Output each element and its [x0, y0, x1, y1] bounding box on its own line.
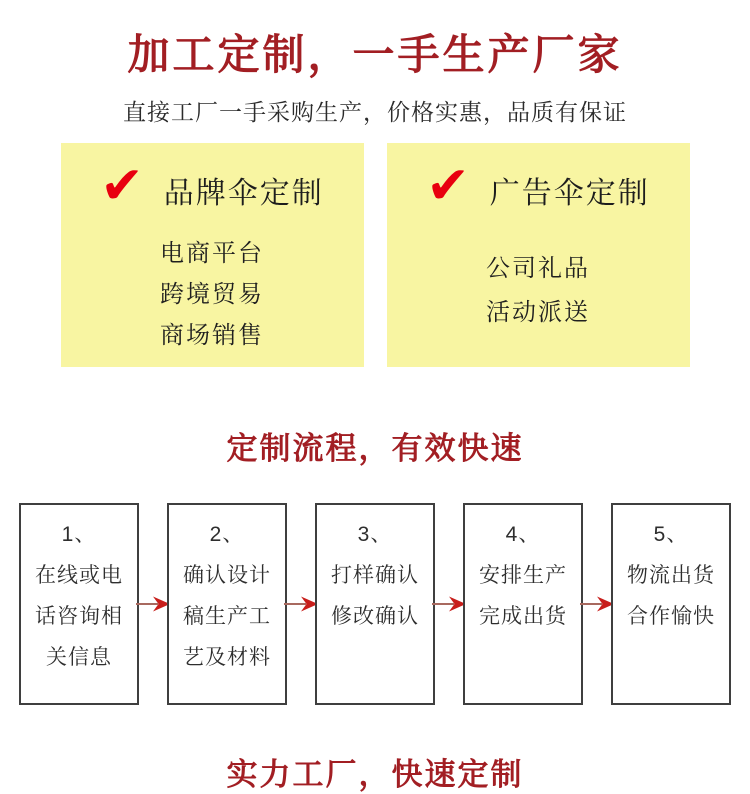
check-icon: ✔: [426, 157, 470, 215]
step-text: 合作愉快: [627, 605, 715, 628]
feature-item: 商场销售: [160, 322, 264, 349]
process-step-4: [463, 503, 583, 705]
feature-item: 活动派送: [486, 299, 590, 326]
feature-item: 跨境贸易: [160, 281, 264, 308]
right-arrow-icon: [139, 593, 167, 615]
step-text: 完成出货: [479, 605, 567, 628]
process-step-3: [315, 503, 435, 705]
step-text: 打样确认: [331, 564, 419, 587]
step-number: 3、: [357, 523, 393, 546]
check-icon: ✔: [100, 157, 144, 215]
feature-box-items: [387, 247, 690, 335]
step-number: 1、: [61, 523, 97, 546]
feature-boxes-row: [0, 143, 750, 367]
right-arrow-icon: [435, 593, 463, 615]
feature-item: 公司礼品: [486, 255, 590, 282]
feature-box-ad-umbrella: [387, 143, 690, 367]
process-step-5: [611, 503, 731, 705]
step-text: 关信息: [46, 646, 112, 669]
feature-box-title: 广告伞定制: [489, 177, 650, 210]
right-arrow-icon: [583, 593, 611, 615]
promo-page: [0, 22, 750, 790]
process-section-title: 定制流程，有效快速: [226, 431, 524, 466]
step-text: 安排生产: [479, 564, 567, 587]
process-step-2: [167, 503, 287, 705]
page-subtitle: 直接工厂一手采购生产，价格实惠，品质有保证: [123, 99, 627, 125]
step-text: 确认设计: [183, 564, 271, 587]
feature-box-items: [61, 233, 364, 356]
right-arrow-icon: [287, 593, 315, 615]
step-number: 2、: [209, 523, 245, 546]
feature-box-header: [387, 159, 690, 221]
step-text: 稿生产工: [183, 605, 271, 628]
step-text: 话咨询相: [35, 605, 123, 628]
step-text: 修改确认: [331, 605, 419, 628]
step-text: 在线或电: [35, 564, 123, 587]
process-flow: [0, 503, 750, 705]
step-number: 4、: [505, 523, 541, 546]
page-title: 加工定制，一手生产厂家: [127, 31, 623, 78]
footer-title: 实力工厂，快速定制: [226, 757, 524, 792]
step-text: 物流出货: [627, 564, 715, 587]
step-number: 5、: [653, 523, 689, 546]
step-text: 艺及材料: [183, 646, 271, 669]
feature-box-title: 品牌伞定制: [163, 177, 324, 210]
feature-box-header: [61, 159, 364, 221]
feature-box-brand-umbrella: [61, 143, 364, 367]
process-step-1: [19, 503, 139, 705]
feature-item: 电商平台: [160, 240, 264, 267]
